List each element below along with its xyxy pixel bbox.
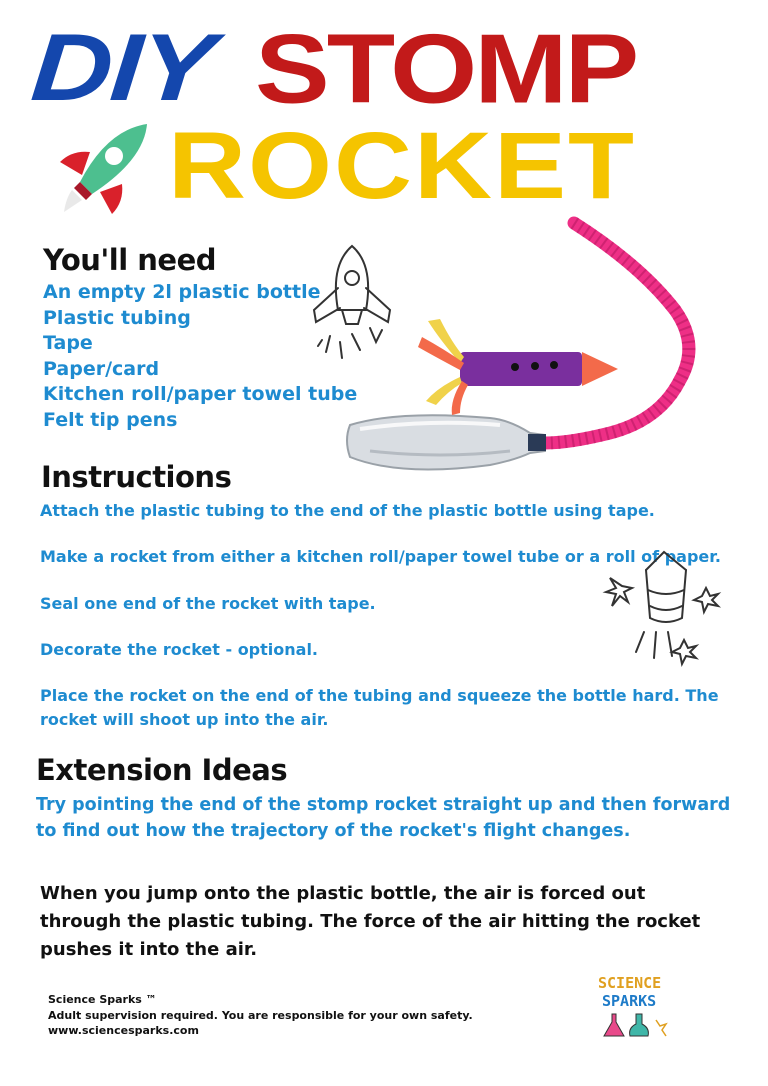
logo-line1: SCIENCE <box>598 974 662 992</box>
extension-heading: Extension Ideas <box>36 753 288 787</box>
footer-brand: Science Sparks ™ <box>48 993 157 1006</box>
needs-heading: You'll need <box>43 243 217 277</box>
rocket-logo-icon <box>52 120 152 215</box>
needs-item: Kitchen roll/paper towel tube <box>43 383 358 406</box>
instruction-step: Attach the plastic tubing to the end of the plastic bottle using tape. <box>40 501 655 520</box>
title-diy: DIY <box>27 14 218 121</box>
needs-item: Paper/card <box>43 357 160 380</box>
instruction-step: Seal one end of the rocket with tape. <box>40 594 376 613</box>
needs-item: Tape <box>43 332 93 355</box>
title-stomp: STOMP <box>255 13 637 124</box>
instruction-step: Make a rocket from either a kitchen roll/paper towel tube or a roll of paper. <box>40 547 721 566</box>
instruction-step: Decorate the rocket - optional. <box>40 640 319 659</box>
firework-doodle-icon <box>598 548 728 672</box>
instructions-heading: Instructions <box>41 460 232 494</box>
stomp-rocket-photo <box>340 215 700 490</box>
title-rocket: ROCKET <box>168 111 636 219</box>
instruction-step: Place the rocket on the end of the tubing and squeeze the bottle hard. The rocket will shoot up into the air. <box>40 686 719 729</box>
needs-item: An empty 2l plastic bottle <box>43 281 321 303</box>
explanation-text: When you jump onto the plastic bottle, the air is forced out through the plastic tubing. The force of the air hitting the rocket pushes it into the air. <box>40 883 701 960</box>
needs-item: Plastic tubing <box>43 306 191 329</box>
footer-url[interactable]: www.sciencesparks.com <box>48 1024 199 1037</box>
science-sparks-logo <box>598 974 678 1044</box>
footer <box>48 992 473 1039</box>
logo-line2: SPARKS <box>602 992 657 1010</box>
needs-item: Felt tip pens <box>43 408 178 431</box>
flask-icon <box>598 1010 670 1040</box>
extension-text: Try pointing the end of the stomp rocket straight up and then forward to find out how the trajectory of the rocket's flight changes. <box>36 795 731 841</box>
footer-warning: Adult supervision required. You are responsible for your own safety. <box>48 1008 473 1022</box>
